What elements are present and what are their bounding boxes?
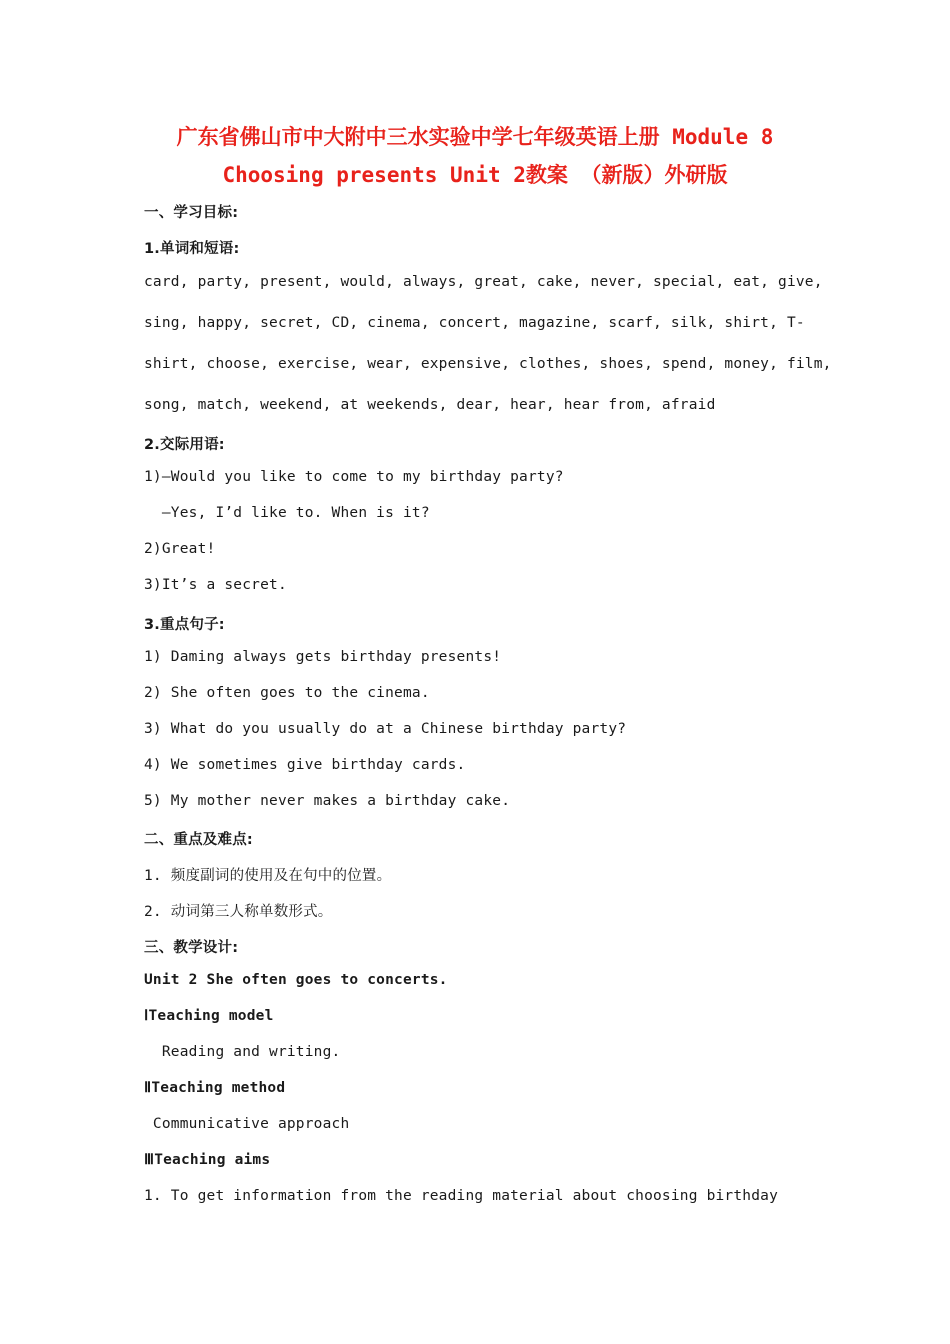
teaching-model-heading: ⅠTeaching model [144, 1008, 274, 1024]
sentence-1: 1) Daming always gets birthday presents! [144, 649, 502, 665]
difficulty-item-2: 2. 动词第三人称单数形式。 [144, 904, 333, 920]
vocab-line-1: card, party, present, would, always, great, cake, never, special, eat, give, [144, 274, 823, 290]
teaching-aim-1: 1. To get information from the reading material about choosing birthday [144, 1188, 779, 1204]
vocab-line-4: song, match, weekend, at weekends, dear, hear, hear from, afraid [144, 397, 716, 413]
sentences-heading: 3.重点句子: [144, 617, 225, 633]
phrases-heading: 2.交际用语: [144, 437, 225, 453]
teaching-model-text: Reading and writing. [144, 1044, 341, 1060]
document-title-line-1: 广东省佛山市中大附中三水实验中学七年级英语上册 Module 8 [176, 125, 774, 149]
section-2-heading: 二、重点及难点: [144, 832, 253, 848]
document-title-line-2: Choosing presents Unit 2教案 （新版）外研版 [222, 163, 728, 187]
teaching-aims-heading: ⅢTeaching aims [144, 1152, 271, 1168]
teaching-method-heading: ⅡTeaching method [144, 1080, 286, 1096]
sentence-4: 4) We sometimes give birthday cards. [144, 757, 466, 773]
sentence-2: 2) She often goes to the cinema. [144, 685, 430, 701]
vocab-line-2: sing, happy, secret, CD, cinema, concert, magazine, scarf, silk, shirt, T- [144, 315, 805, 331]
section-1-heading: 一、学习目标: [144, 205, 239, 221]
phrase-3: 3)It’s a secret. [144, 577, 287, 593]
unit-title: Unit 2 She often goes to concerts. [144, 972, 448, 988]
vocab-line-3: shirt, choose, exercise, wear, expensive, clothes, shoes, spend, money, film, [144, 356, 832, 372]
phrase-2: 2)Great! [144, 541, 216, 557]
teaching-method-text: Communicative approach [144, 1116, 350, 1132]
phrase-1: 1)—Would you like to come to my birthday party? [144, 469, 564, 485]
difficulty-item-1: 1. 频度副词的使用及在句中的位置。 [144, 868, 392, 884]
section-3-heading: 三、教学设计: [144, 940, 239, 956]
vocab-heading: 1.单词和短语: [144, 241, 240, 257]
phrase-1-reply: —Yes, I’d like to. When is it? [144, 505, 430, 521]
sentence-5: 5) My mother never makes a birthday cake. [144, 793, 511, 809]
sentence-3: 3) What do you usually do at a Chinese birthday party? [144, 721, 627, 737]
